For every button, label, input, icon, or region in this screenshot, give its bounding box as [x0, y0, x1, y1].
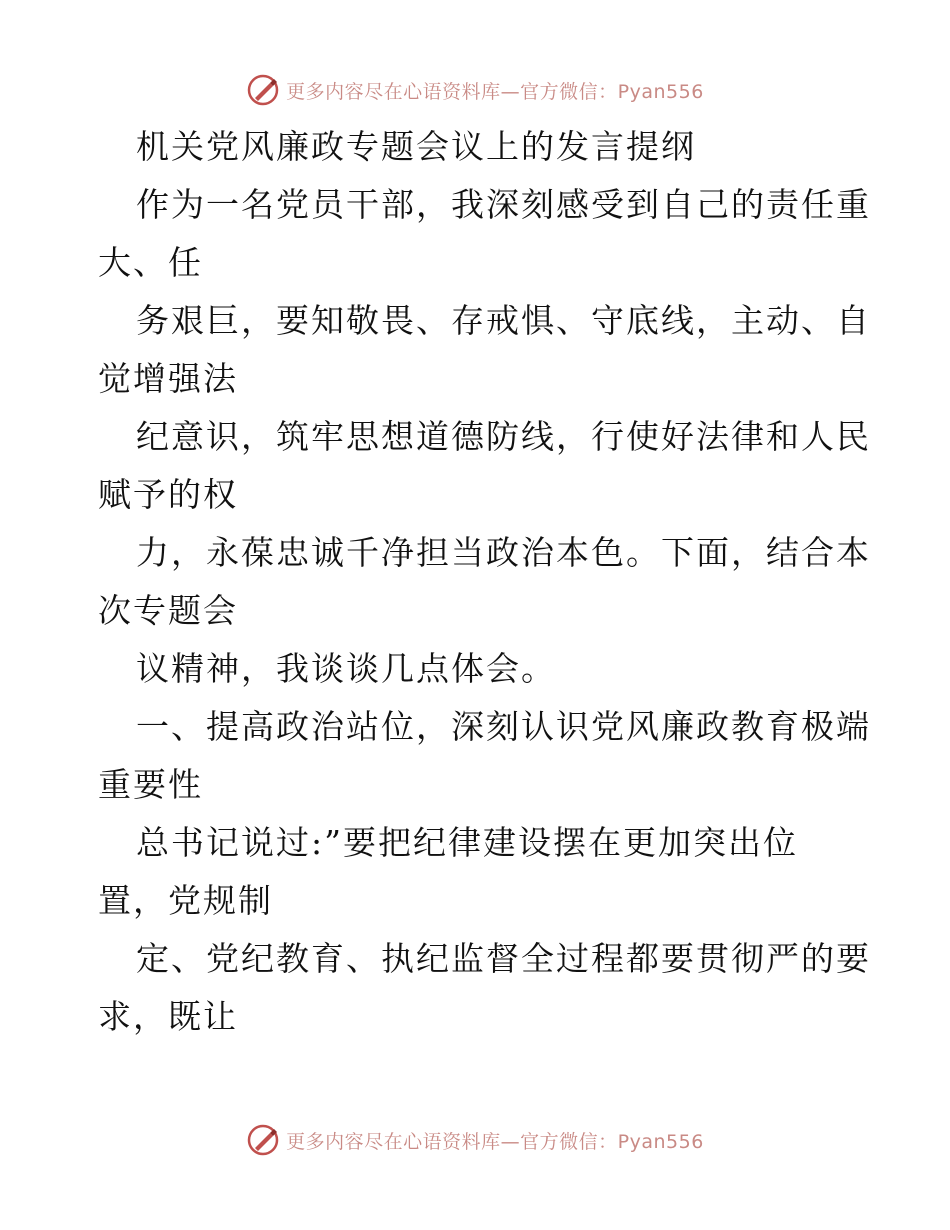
paragraph-line: 置，党规制	[98, 881, 273, 920]
paragraph-line: 总书记说过:”要把纪律建设摆在更加突出位	[136, 823, 798, 862]
header-banner-text: 更多内容尽在心语资料库—官方微信：Pyan556	[286, 80, 704, 103]
paragraph-line: 力，永葆忠诚千净担当政治本色。下面，结合本	[136, 533, 871, 572]
paragraph-line: 作为一名党员干部，我深刻感受到自己的责任重	[136, 185, 871, 224]
paragraph-line: 大、任	[98, 243, 203, 282]
paragraph-line: 次专题会	[98, 591, 238, 630]
section-heading-line: 重要性	[98, 765, 203, 804]
paragraph-line: 赋予的权	[98, 475, 238, 514]
paragraph-line: 求，既让	[98, 997, 238, 1036]
header-banner	[0, 70, 950, 110]
paragraph-line: 务艰巨，要知敬畏、存戒惧、守底线，主动、自	[136, 301, 871, 340]
pen-logo-icon	[246, 1123, 280, 1157]
paragraph-line: 纪意识，筑牢思想道德防线，行使好法律和人民	[136, 417, 871, 456]
footer-banner-text: 更多内容尽在心语资料库—官方微信：Pyan556	[286, 1130, 704, 1153]
footer-banner	[0, 1120, 950, 1160]
paragraph-line: 议精神，我谈谈几点体会。	[136, 649, 556, 688]
section-heading-line: 一、提高政治站位，深刻认识党风廉政教育极端	[136, 707, 871, 746]
document-body	[98, 118, 871, 1046]
pen-logo-icon	[246, 73, 280, 107]
paragraph-line: 定、党纪教育、执纪监督全过程都要贯彻严的要	[136, 939, 871, 978]
paragraph-line: 觉增强法	[98, 359, 238, 398]
document-title: 机关党风廉政专题会议上的发言提纲	[136, 127, 696, 166]
